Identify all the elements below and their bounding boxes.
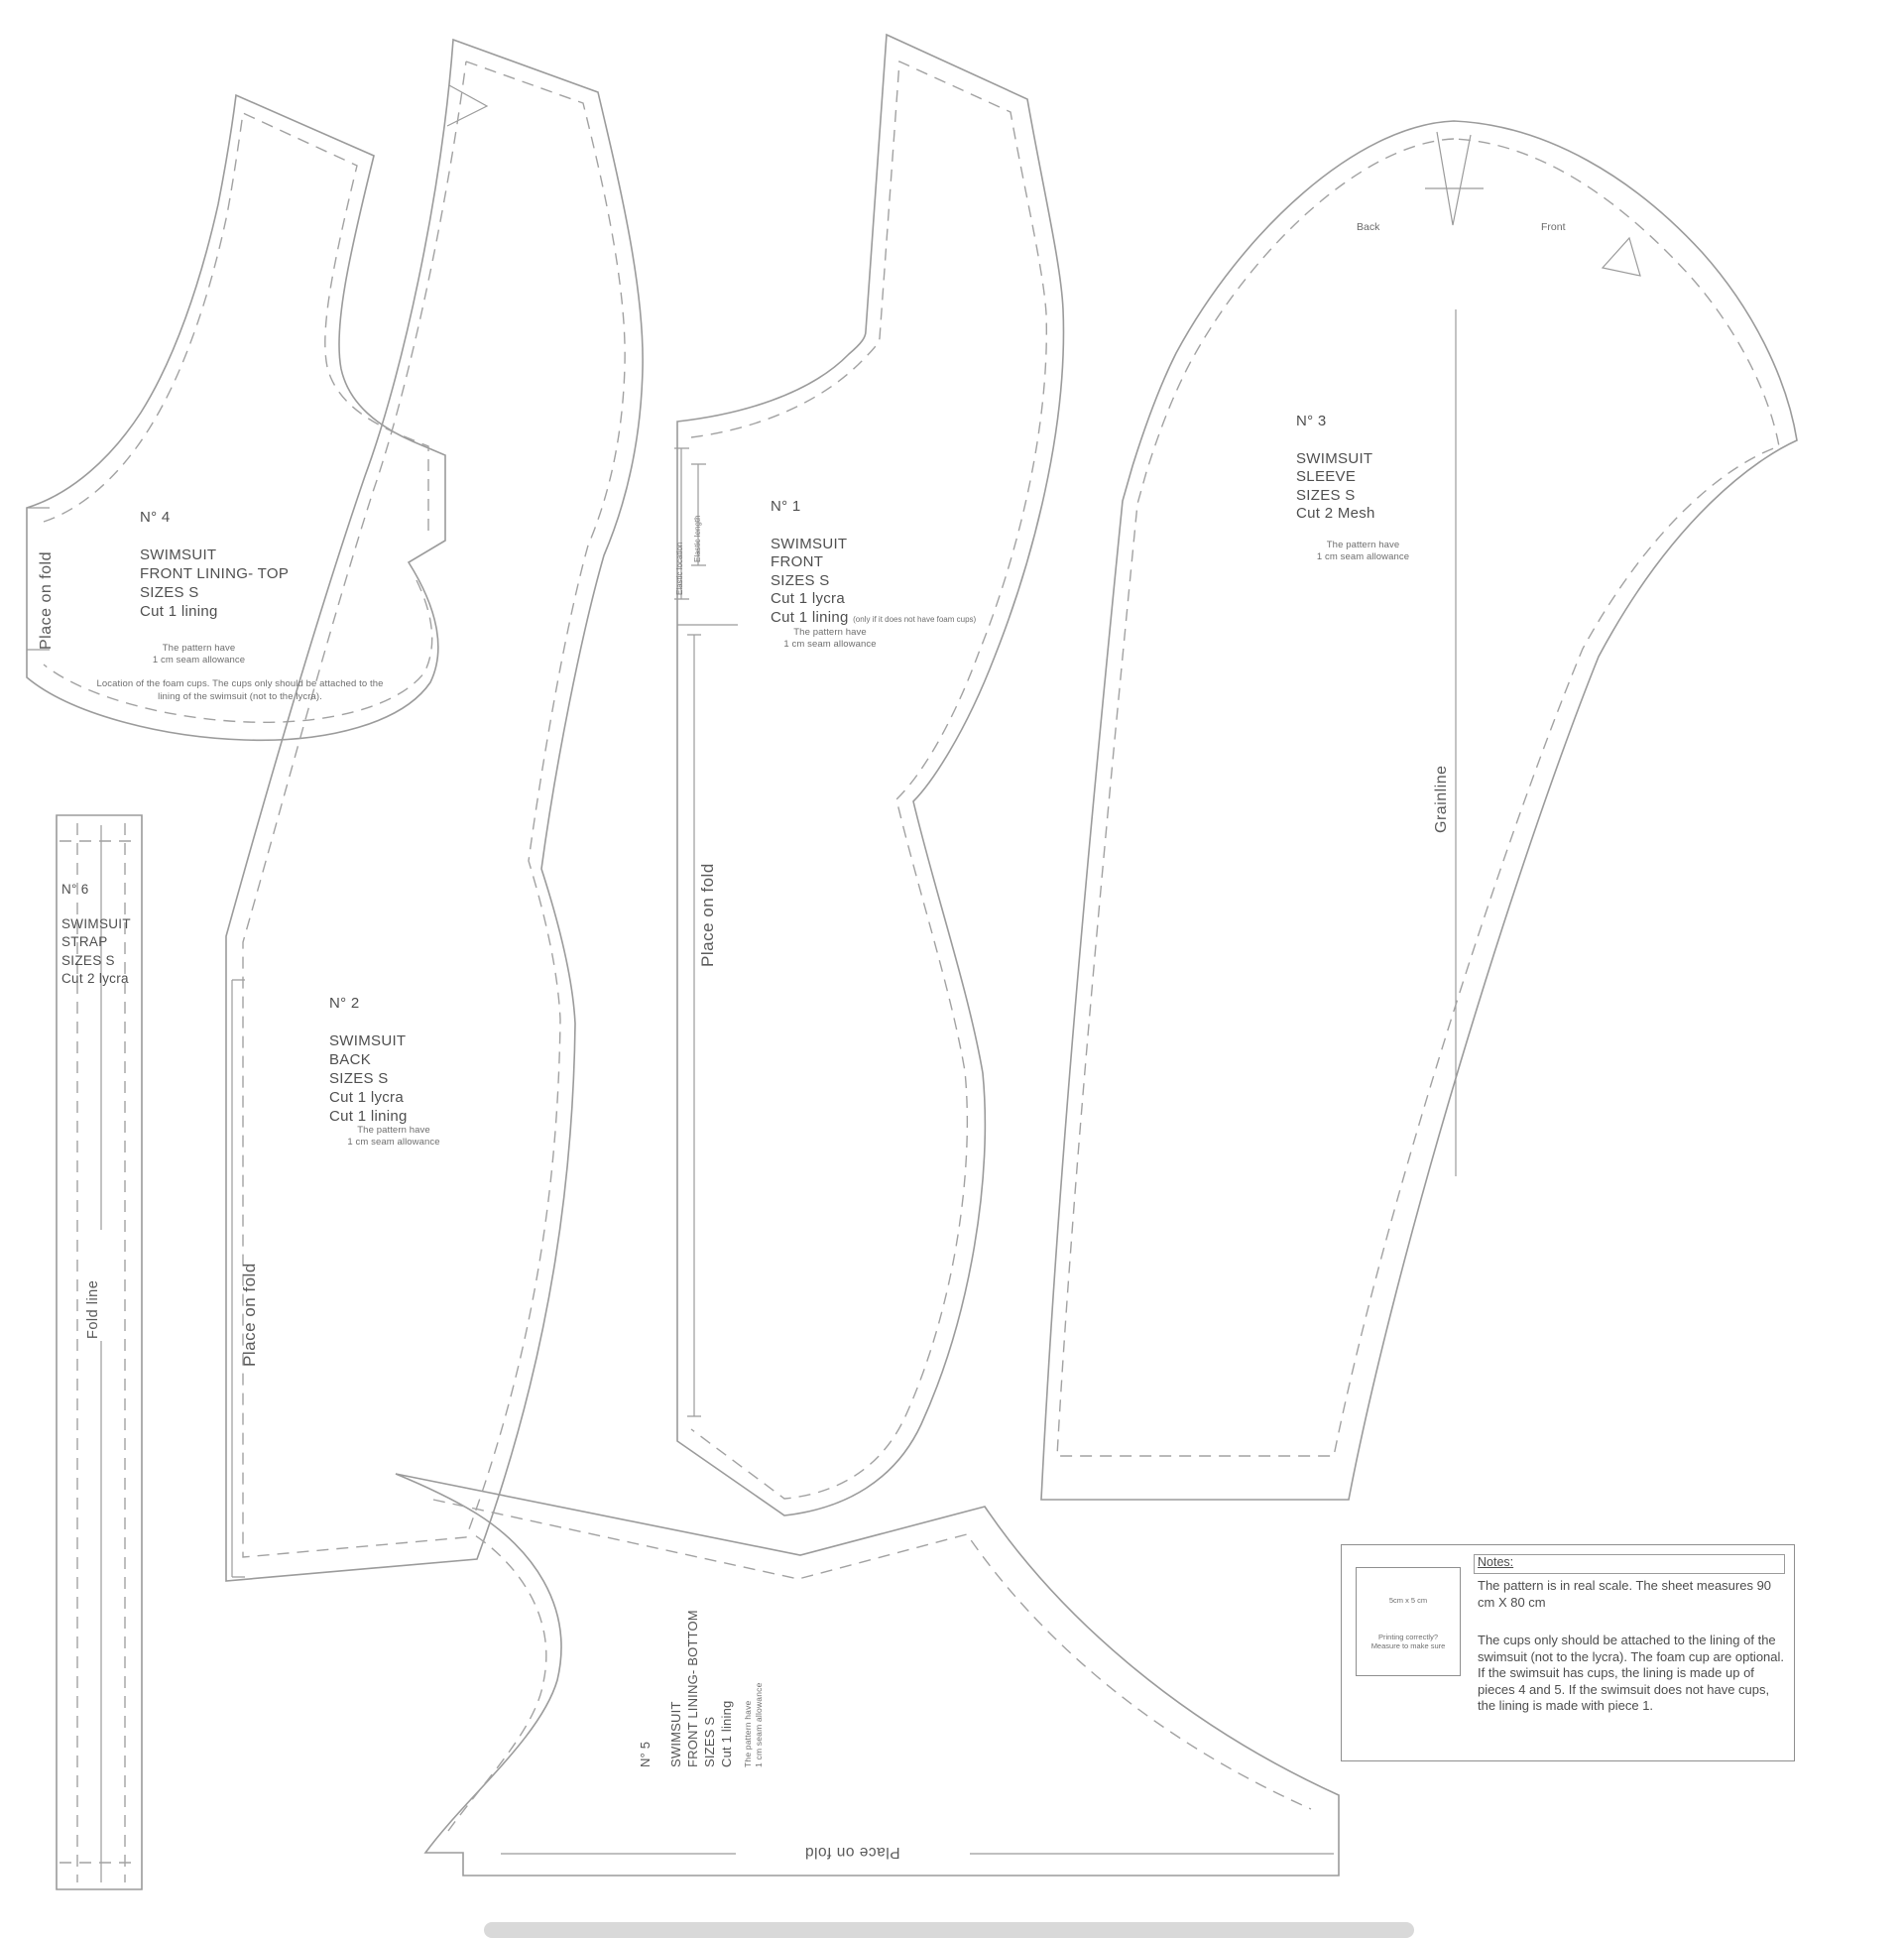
test-square-check: Printing correctly? [1377, 1633, 1439, 1641]
notes-paragraph-scale: The pattern is in real scale. The sheet measures 90 cm X 80 cm [1478, 1578, 1772, 1610]
piece5-label: N° 5 SWIMSUIT FRONT LINING- BOTTOM SIZES S Cut 1 lining The pattern have 1 cm seam allowance [637, 1585, 765, 1767]
piece1-outline [674, 35, 1063, 1515]
piece3-outline [1041, 121, 1797, 1500]
piece2-line: SWIMSUIT [329, 1032, 407, 1049]
piece2-line: Cut 1 lycra [329, 1089, 404, 1106]
notes-box [1341, 1544, 1795, 1761]
piece5-line: SWIMSUIT [668, 1701, 683, 1767]
piece3-back-label: Back [1357, 221, 1380, 233]
piece5-fold-label: Place on fold [804, 1844, 900, 1861]
piece6-line: SWIMSUIT [61, 915, 131, 931]
piece4-number: N° 4 [140, 509, 171, 526]
piece4-label [140, 508, 289, 621]
piece3-line: SLEEVE [1296, 468, 1357, 485]
piece1-fold-label: Place on fold [698, 863, 717, 967]
piece2-line: BACK [329, 1051, 372, 1068]
piece1-line: Cut 1 lining (only if it does not have foam cups) [771, 608, 977, 626]
piece4-foam-note: Location of the foam cups. The cups only should be attached to the lining of the swimsuit (not to the lycra). [96, 678, 384, 702]
piece5-number: N° 5 [638, 1741, 653, 1767]
piece6-label [61, 881, 131, 989]
piece6-number: N° 6 [61, 882, 89, 897]
piece1-lining-note: (only if it does not have foam cups) [853, 614, 977, 624]
piece3-line: SIZES S [1296, 486, 1356, 504]
piece6-line: SIZES S [61, 952, 115, 968]
piece4-line: SWIMSUIT [140, 546, 217, 563]
piece4-line: Cut 1 lining [140, 603, 218, 620]
piece2-number: N° 2 [329, 995, 360, 1012]
piece3-number: N° 3 [1296, 413, 1327, 429]
piece5-line: SIZES S [702, 1716, 717, 1767]
piece5-seam-dashed [433, 1500, 1311, 1831]
piece3-allowance: The pattern have 1 cm seam allowance [1316, 540, 1410, 562]
piece5-allowance: The pattern have [743, 1700, 753, 1767]
piece4-fold-label: Place on fold [38, 550, 55, 650]
piece1-allowance: The pattern have 1 cm seam allowance [783, 627, 877, 650]
piece6-fold-label: Fold line [85, 1279, 101, 1339]
piece3-front-label: Front [1541, 221, 1566, 233]
print-test-square [1356, 1567, 1461, 1676]
piece5-line: FRONT LINING- BOTTOM [685, 1610, 700, 1767]
piece2-fold-label: Place on fold [240, 1263, 259, 1367]
piece2-allowance: The pattern have 1 cm seam allowance [347, 1125, 440, 1148]
piece4-allowance: The pattern have 1 cm seam allowance [152, 643, 246, 666]
piece3-grainline-label: Grainline [1433, 765, 1450, 833]
piece1-number: N° 1 [771, 498, 801, 515]
piece2-line: SIZES S [329, 1070, 389, 1087]
piece5-outline [396, 1474, 1339, 1876]
piece2-seam-dashed [243, 61, 625, 1557]
piece5-line: Cut 1 lining [719, 1700, 734, 1767]
notes-paragraph-cups: The cups only should be attached to the lining of the swimsuit (not to the lycra). The foam cup are optional. If the swimsuit has cups, the lining is made up of pieces 4 and 5. If the swimsuit does not have cups, the lining is made with piece 1. [1478, 1633, 1785, 1713]
piece6-line: STRAP [61, 934, 108, 949]
piece6-line: Cut 2 lycra [61, 971, 129, 986]
piece1-line: SWIMSUIT [771, 535, 848, 552]
piece1-line: SIZES S [771, 571, 830, 589]
piece3-line: Cut 2 Mesh [1296, 505, 1375, 522]
piece1-line: Cut 1 lycra [771, 590, 845, 607]
test-square-check: Measure to make sure [1370, 1641, 1446, 1650]
test-square-size: 5cm x 5 cm [1388, 1596, 1428, 1605]
piece1-elastic-location-label: Elastic location [675, 542, 684, 595]
piece3-line: SWIMSUIT [1296, 449, 1373, 467]
piece4-line: SIZES S [140, 584, 199, 601]
piece4-line: FRONT LINING- TOP [140, 565, 290, 582]
piece2-label [329, 994, 408, 1126]
notes-header: Notes: [1474, 1554, 1785, 1574]
piece1-elastic-length-label: Elastic length [693, 515, 702, 562]
piece3-label [1296, 413, 1375, 524]
piece1-label [771, 498, 976, 629]
piece2-line: Cut 1 lining [329, 1108, 408, 1125]
scrollbar-horizontal[interactable] [484, 1922, 1414, 1938]
piece1-line: FRONT [771, 553, 824, 570]
piece3-seam-dashed [1057, 139, 1779, 1456]
piece2-outline [226, 40, 643, 1581]
